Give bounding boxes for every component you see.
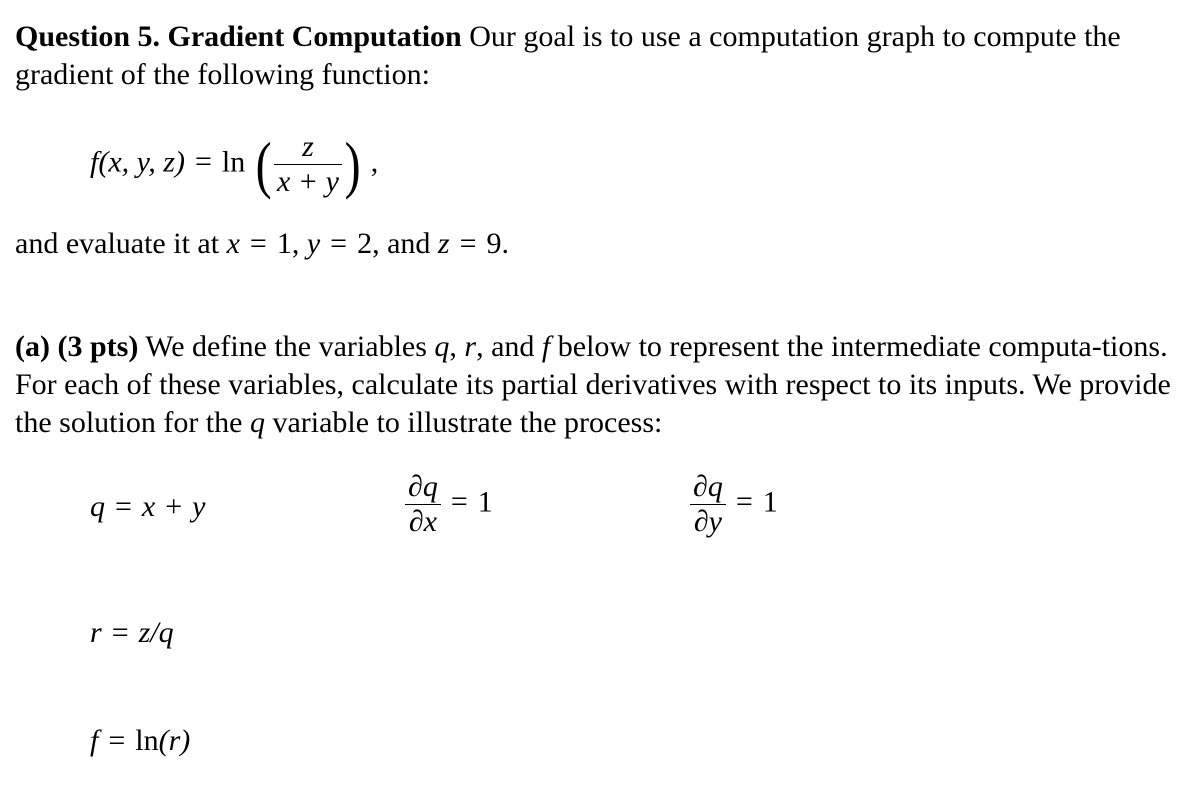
q-definition: q = x + y [90, 490, 206, 523]
trailing-comma: , [370, 145, 379, 179]
f-definition: f = ln(r) [90, 724, 191, 757]
part-a-label: (a) (3 pts) [15, 330, 139, 363]
dq-dy-fraction: $\frac{\partial q}{\partial y}$ [690, 470, 726, 539]
function-equation: f(x, y, z) = ln ( $\frac{z}{x + y}$ ) , [90, 128, 379, 200]
fraction-denominator: x + y [277, 165, 339, 198]
ln-operator: ln [221, 145, 246, 179]
left-paren: ( [255, 128, 272, 200]
fraction-numerator: z [274, 130, 342, 165]
r-definition: r = z/q [90, 616, 174, 649]
dq-dx-equation: $\frac{\partial q}{\partial x}$ = 1 [405, 470, 493, 539]
fraction [274, 130, 342, 199]
evaluate-sentence: and evaluate it at x = 1, y = 2, and z = 9. [15, 227, 510, 260]
question-intro: Our goal is to use a computation graph to compute the gradient of the following function: [15, 20, 1121, 91]
question-number: Question 5. [15, 20, 161, 53]
dq-dx-fraction: $\frac{\partial q}{\partial x}$ [405, 470, 441, 539]
function-lhs: f(x, y, z) [90, 145, 185, 179]
dq-dy-equation: $\frac{\partial q}{\partial y}$ = 1 [690, 470, 778, 539]
right-paren: ) [344, 128, 361, 200]
question-header [15, 18, 1177, 94]
part-a-paragraph: (a) (3 pts) We define the variables q, r, and f below to represent the intermediate computa-tions. For each of these variables, calculate its partial derivatives with respect to its inputs. We provide the solution for the q variable to illustrate the process: [15, 330, 1171, 439]
question-title: Gradient Computation [167, 20, 462, 53]
